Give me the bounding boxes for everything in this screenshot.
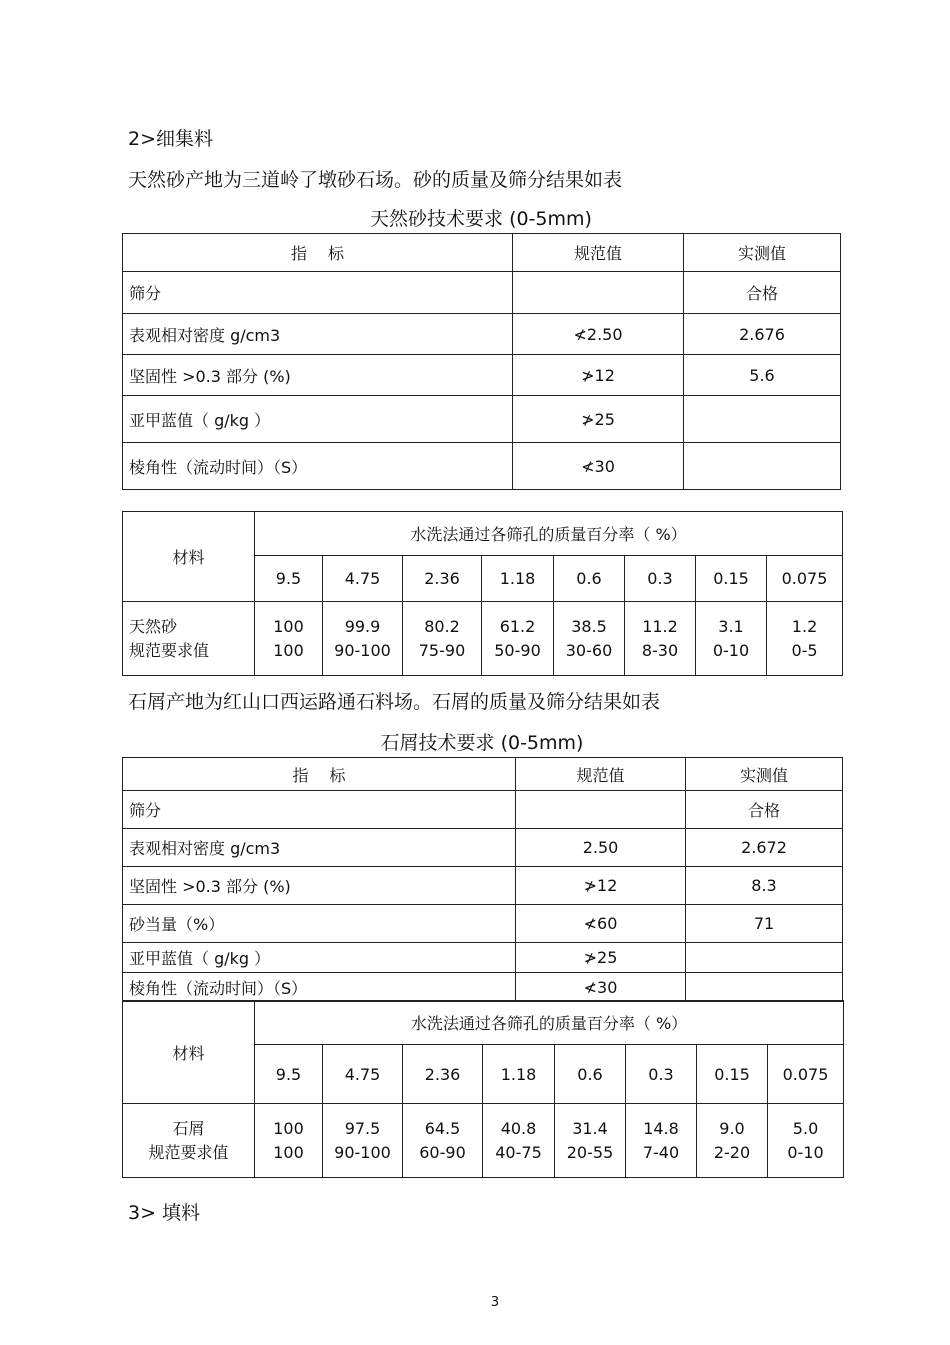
row-index: 筛分 [123, 272, 513, 314]
passing-value: 11.2 [642, 616, 678, 636]
row-index: 表观相对密度 g/cm3 [123, 314, 513, 355]
table-caption-sand-tech: 天然砂技术要求 (0-5mm) [370, 208, 592, 230]
sieve-size: 0.6 [554, 556, 625, 602]
sieve-cell [323, 602, 403, 676]
passing-value: 31.4 [572, 1118, 608, 1138]
table-row [123, 943, 843, 973]
table-row [123, 443, 841, 490]
sieve-cell [403, 1104, 483, 1178]
spec-value: 90-100 [334, 640, 391, 660]
table-row [123, 973, 843, 1002]
sieve-size: 0.3 [625, 556, 696, 602]
spec-value: 2-20 [713, 1142, 751, 1162]
sieve-cell [697, 1104, 768, 1178]
sieve-cell [626, 1104, 697, 1178]
paragraph-chips-source: 石屑产地为红山口西运路通石料场。石屑的质量及筛分结果如表 [128, 691, 661, 713]
row-label [123, 602, 255, 676]
row-spec: 2.50 [516, 829, 686, 867]
table-row [123, 396, 841, 443]
passing-value: 100 [273, 1118, 304, 1138]
table-row [123, 272, 841, 314]
spec-value: 60-90 [419, 1142, 466, 1162]
sieve-size: 0.075 [767, 556, 843, 602]
row-spec: ≮30 [513, 443, 684, 490]
row-measured: 8.3 [686, 867, 843, 905]
spec-value: 40-75 [495, 1142, 542, 1162]
row-index: 棱角性（流动时间）（S） [123, 443, 513, 490]
sieve-cell [403, 602, 482, 676]
sieve-size: 0.15 [696, 556, 767, 602]
header-index: 指 标 [123, 234, 513, 272]
passing-value: 9.0 [719, 1118, 745, 1138]
row-spec: ≯12 [513, 355, 684, 396]
sieve-cell [255, 602, 323, 676]
sieve-size: 9.5 [255, 556, 323, 602]
row-measured: 合格 [684, 272, 841, 314]
sieve-cell [323, 1104, 403, 1178]
sieve-cell [255, 1104, 323, 1178]
row-spec [513, 272, 684, 314]
passing-value: 1.2 [791, 616, 818, 636]
spec-value: 0-10 [787, 1142, 824, 1162]
passing-value: 38.5 [571, 616, 607, 636]
material-label: 材料 [123, 1001, 255, 1104]
sand-tech-table [122, 233, 841, 490]
row-label-material: 石屑 [172, 1118, 205, 1138]
row-index: 砂当量（%） [123, 905, 516, 943]
sieve-size: 9.5 [255, 1045, 323, 1104]
row-label-spec: 规范要求值 [129, 640, 210, 660]
sand-sieve-table [122, 511, 843, 676]
row-measured [684, 396, 841, 443]
table-row [123, 355, 841, 396]
sieve-cell [483, 1104, 555, 1178]
row-index: 坚固性 >0.3 部分 (%) [123, 355, 513, 396]
sieve-cell [696, 602, 767, 676]
sieve-size: 4.75 [323, 1045, 403, 1104]
table-row [123, 829, 843, 867]
spec-value: 30-60 [565, 640, 613, 660]
row-spec: ≮2.50 [513, 314, 684, 355]
passing-value: 3.1 [718, 616, 744, 636]
passing-value: 100 [273, 616, 304, 636]
row-index: 筛分 [123, 791, 516, 829]
table-row [123, 791, 843, 829]
row-index: 亚甲蓝值（ g/kg ） [123, 396, 513, 443]
passing-value: 40.8 [500, 1118, 537, 1138]
spec-value: 20-55 [566, 1142, 614, 1162]
section-heading-filler: 3> 填料 [128, 1202, 201, 1224]
passing-value: 80.2 [424, 616, 460, 636]
table-row [123, 867, 843, 905]
row-index: 棱角性（流动时间）（S） [123, 973, 516, 1002]
header-measured: 实测值 [686, 758, 843, 791]
section-heading-fine-aggregate: 2>细集料 [128, 128, 214, 150]
row-label-spec: 规范要求值 [148, 1142, 229, 1162]
sieve-size: 0.15 [697, 1045, 768, 1104]
sieve-cell [554, 602, 625, 676]
row-spec: ≮30 [516, 973, 686, 1002]
sieve-cell [482, 602, 554, 676]
row-spec [516, 791, 686, 829]
row-measured [686, 943, 843, 973]
header-measured: 实测值 [684, 234, 841, 272]
passing-value: 61.2 [499, 616, 536, 636]
row-measured: 2.676 [684, 314, 841, 355]
sieve-cell [625, 602, 696, 676]
row-spec: ≮60 [516, 905, 686, 943]
sieve-cell [555, 1104, 626, 1178]
spec-value: 90-100 [334, 1142, 391, 1162]
pass-rate-header: 水洗法通过各筛孔的质量百分率（ %） [255, 1001, 844, 1045]
row-label-material: 天然砂 [129, 616, 178, 636]
sieve-size: 4.75 [323, 556, 403, 602]
row-measured [684, 443, 841, 490]
sieve-size: 2.36 [403, 1045, 483, 1104]
row-measured [686, 973, 843, 1002]
row-index: 坚固性 >0.3 部分 (%) [123, 867, 516, 905]
spec-value: 100 [273, 1142, 304, 1162]
row-measured: 2.672 [686, 829, 843, 867]
table-row [123, 905, 843, 943]
sieve-value-row [123, 602, 843, 676]
row-index: 亚甲蓝值（ g/kg ） [123, 943, 516, 973]
sieve-size: 1.18 [482, 556, 554, 602]
passing-value: 14.8 [643, 1118, 679, 1138]
sieve-size: 0.075 [768, 1045, 844, 1104]
spec-value: 50-90 [494, 640, 541, 660]
chips-tech-table [122, 757, 843, 1002]
sieve-size: 1.18 [483, 1045, 555, 1104]
sieve-value-row [123, 1104, 844, 1178]
row-spec: ≯25 [516, 943, 686, 973]
spec-value: 0-10 [712, 640, 750, 660]
sieve-size: 2.36 [403, 556, 482, 602]
row-index: 表观相对密度 g/cm3 [123, 829, 516, 867]
passing-value: 64.5 [424, 1118, 461, 1138]
row-measured: 合格 [686, 791, 843, 829]
header-spec: 规范值 [516, 758, 686, 791]
row-measured: 5.6 [684, 355, 841, 396]
header-spec: 规范值 [513, 234, 684, 272]
row-spec: ≯25 [513, 396, 684, 443]
row-measured: 71 [686, 905, 843, 943]
chips-sieve-table [122, 1000, 844, 1178]
passing-value: 5.0 [792, 1118, 819, 1138]
header-index: 指 标 [123, 758, 516, 791]
spec-value: 8-30 [641, 640, 679, 660]
pass-rate-header: 水洗法通过各筛孔的质量百分率（ %） [255, 512, 843, 556]
row-spec: ≯12 [516, 867, 686, 905]
spec-value: 75-90 [418, 640, 466, 660]
sieve-size: 0.3 [626, 1045, 697, 1104]
sieve-cell [767, 602, 843, 676]
table-caption-chips-tech: 石屑技术要求 (0-5mm) [380, 732, 584, 754]
material-label: 材料 [123, 512, 255, 602]
table-header-row [123, 234, 841, 272]
spec-value: 0-5 [791, 640, 818, 660]
paragraph-sand-source: 天然砂产地为三道岭了墩砂石场。砂的质量及筛分结果如表 [128, 169, 623, 191]
row-label [123, 1104, 255, 1178]
sieve-size: 0.6 [555, 1045, 626, 1104]
passing-value: 99.9 [344, 616, 381, 636]
page-number: 3 [490, 1295, 500, 1310]
passing-value: 97.5 [344, 1118, 381, 1138]
spec-value: 100 [273, 640, 304, 660]
table-row [123, 314, 841, 355]
spec-value: 7-40 [642, 1142, 680, 1162]
sieve-cell [768, 1104, 844, 1178]
